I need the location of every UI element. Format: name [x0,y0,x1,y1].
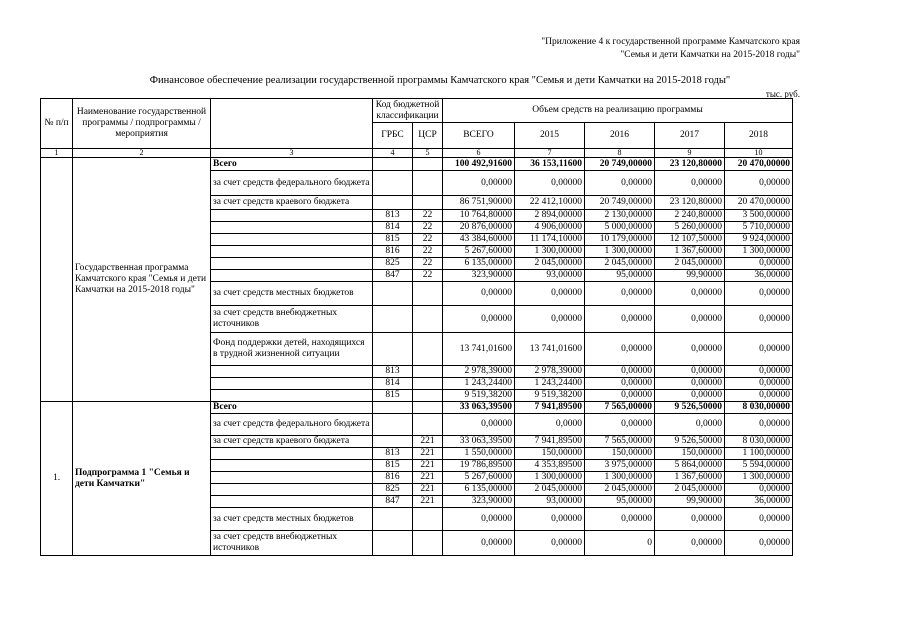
row-label: за счет средств местных бюджетов [211,282,373,306]
row-2017: 150,00000 [655,448,725,460]
row-2018: 3 500,00000 [725,210,793,222]
row-total: 33 063,39500 [443,436,515,448]
row-grbs [373,158,413,171]
row-total: 43 384,60000 [443,234,515,246]
row-label [211,246,373,258]
row-2016: 7 565,00000 [585,436,655,448]
row-2016: 95,00000 [585,496,655,508]
row-label: за счет средств местных бюджетов [211,508,373,531]
row-grbs: 847 [373,496,413,508]
row-csr: 22 [413,210,443,222]
row-2018: 8 030,00000 [725,436,793,448]
header-2017: 2017 [655,123,725,149]
row-2016: 5 000,00000 [585,222,655,234]
row-2016: 95,00000 [585,270,655,282]
appendix-note [500,36,800,62]
row-total: 0,00000 [443,171,515,196]
header-code: Код бюджетной классификации [373,99,443,123]
row-2016: 0,00000 [585,306,655,333]
row-2018: 5 710,00000 [725,222,793,234]
row-label: Всего [211,402,373,414]
row-2015: 4 353,89500 [515,460,585,472]
row-2017: 0,00000 [655,282,725,306]
row-2018: 0,00000 [725,484,793,496]
row-2017: 2 240,80000 [655,210,725,222]
row-grbs [373,282,413,306]
row-2017: 5 864,00000 [655,460,725,472]
row-2015: 0,0000 [515,414,585,436]
row-2018: 0,00000 [725,508,793,531]
column-index-9: 9 [655,149,725,158]
row-total: 0,00000 [443,531,515,556]
row-total: 0,00000 [443,414,515,436]
column-index-6: 6 [443,149,515,158]
row-csr [413,366,443,378]
row-label [211,258,373,270]
row-grbs: 815 [373,390,413,402]
row-2015: 0,00000 [515,282,585,306]
row-2018: 0,00000 [725,378,793,390]
row-2016: 0,00000 [585,366,655,378]
row-2017: 0,00000 [655,333,725,366]
row-total: 0,00000 [443,282,515,306]
row-grbs: 815 [373,460,413,472]
row-csr: 221 [413,484,443,496]
row-csr [413,531,443,556]
row-grbs [373,333,413,366]
row-csr [413,402,443,414]
column-index-7: 7 [515,149,585,158]
row-2018: 8 030,00000 [725,402,793,414]
row-label [211,270,373,282]
row-grbs: 825 [373,258,413,270]
row-2016: 150,00000 [585,448,655,460]
row-label [211,484,373,496]
row-csr [413,306,443,333]
row-grbs: 815 [373,234,413,246]
finance-table [40,98,793,556]
row-2017: 0,00000 [655,306,725,333]
row-label: за счет средств краевого бюджета [211,196,373,210]
row-csr: 221 [413,472,443,484]
row-csr: 221 [413,460,443,472]
row-2016: 0,00000 [585,378,655,390]
row-total: 86 751,90000 [443,196,515,210]
row-total: 20 876,00000 [443,222,515,234]
row-2018: 1 300,00000 [725,246,793,258]
row-csr [413,390,443,402]
row-2017: 9 526,50000 [655,402,725,414]
row-grbs: 847 [373,270,413,282]
column-index-4: 4 [373,149,413,158]
row-2015: 9 519,38200 [515,390,585,402]
row-2017: 0,00000 [655,531,725,556]
row-grbs [373,508,413,531]
row-csr: 22 [413,270,443,282]
row-2015: 0,00000 [515,508,585,531]
row-grbs: 813 [373,210,413,222]
row-2017: 2 045,00000 [655,258,725,270]
row-2018: 20 470,00000 [725,196,793,210]
row-label [211,210,373,222]
row-2016: 2 045,00000 [585,258,655,270]
row-csr: 221 [413,496,443,508]
row-total: 33 063,39500 [443,402,515,414]
row-grbs [373,306,413,333]
row-2015: 13 741,01600 [515,333,585,366]
row-2018: 1 300,00000 [725,472,793,484]
row-total: 323,90000 [443,496,515,508]
row-csr [413,333,443,366]
row-2015: 2 894,00000 [515,210,585,222]
row-2016: 3 975,00000 [585,460,655,472]
row-label [211,390,373,402]
row-2015: 150,00000 [515,448,585,460]
row-label: за счет средств федерального бюджета [211,171,373,196]
row-grbs: 813 [373,366,413,378]
row-2017: 1 367,60000 [655,472,725,484]
row-grbs [373,414,413,436]
row-total: 1 550,00000 [443,448,515,460]
row-2016: 7 565,00000 [585,402,655,414]
program-name: Государственная программа Камчатского края "Семья и дети Камчатки на 2015-2018 годы" [73,158,211,402]
row-2016: 20 749,00000 [585,196,655,210]
row-2015: 4 906,00000 [515,222,585,234]
appendix-line-1: "Приложение 4 к государственной программе Камчатского края [541,37,800,47]
row-csr [413,158,443,171]
row-2017: 9 526,50000 [655,436,725,448]
row-2015: 2 045,00000 [515,484,585,496]
row-csr: 221 [413,448,443,460]
row-csr: 22 [413,246,443,258]
row-2018: 20 470,00000 [725,158,793,171]
subprogram-num: 1. [41,402,73,556]
row-2017: 23 120,80000 [655,158,725,171]
header-name: Наименование государственной программы / подпрограммы / мероприятия [73,99,211,149]
row-2017: 23 120,80000 [655,196,725,210]
row-csr [413,414,443,436]
row-total: 13 741,01600 [443,333,515,366]
row-2016: 0 [585,531,655,556]
header-2018: 2018 [725,123,793,149]
row-2017: 12 107,50000 [655,234,725,246]
row-total: 0,00000 [443,508,515,531]
row-total: 2 978,39000 [443,366,515,378]
row-csr: 221 [413,436,443,448]
row-2018: 0,00000 [725,282,793,306]
row-2016: 0,00000 [585,282,655,306]
header-num: № п/п [41,99,73,149]
row-2017: 5 260,00000 [655,222,725,234]
row-2015: 0,00000 [515,531,585,556]
column-index-1: 1 [41,149,73,158]
row-2015: 0,00000 [515,306,585,333]
row-2016: 0,00000 [585,171,655,196]
row-grbs: 816 [373,246,413,258]
row-label: за счет средств внебюджетных источников [211,306,373,333]
row-total: 323,90000 [443,270,515,282]
column-index-10: 10 [725,149,793,158]
row-label: за счет средств внебюджетных источников [211,531,373,556]
row-2015: 1 243,24400 [515,378,585,390]
header-2015: 2015 [515,123,585,149]
row-2016: 0,00000 [585,508,655,531]
row-grbs [373,531,413,556]
header-volume: Объем средств на реализацию программы [443,99,793,123]
row-label [211,378,373,390]
row-2017: 0,00000 [655,171,725,196]
row-total: 10 764,80000 [443,210,515,222]
row-2015: 7 941,89500 [515,436,585,448]
row-total: 0,00000 [443,306,515,333]
column-index-3: 3 [211,149,373,158]
row-label: Всего [211,158,373,171]
row-2016: 2 045,00000 [585,484,655,496]
row-csr [413,508,443,531]
row-2016: 0,00000 [585,414,655,436]
row-csr [413,171,443,196]
row-2017: 99,90000 [655,270,725,282]
row-label: за счет средств краевого бюджета [211,436,373,448]
row-csr: 22 [413,222,443,234]
row-grbs [373,436,413,448]
row-grbs: 814 [373,222,413,234]
row-2015: 2 045,00000 [515,258,585,270]
row-total: 6 135,00000 [443,258,515,270]
row-total: 19 786,89500 [443,460,515,472]
row-label [211,460,373,472]
header-2016: 2016 [585,123,655,149]
row-2016: 20 749,00000 [585,158,655,171]
row-2015: 1 300,00000 [515,472,585,484]
column-index-2: 2 [73,149,211,158]
program-num [41,158,73,402]
row-total: 100 492,91600 [443,158,515,171]
row-2015: 11 174,10000 [515,234,585,246]
row-2018: 36,00000 [725,270,793,282]
row-grbs [373,402,413,414]
row-label [211,222,373,234]
header-csr: ЦСР [413,123,443,149]
row-label: Фонд поддержки детей, находящихся в трудной жизненной ситуации [211,333,373,366]
column-index-row [41,149,793,158]
row-label: за счет средств федерального бюджета [211,414,373,436]
row-2017: 2 045,00000 [655,484,725,496]
subprogram-name: Подпрограмма 1 "Семья и дети Камчатки" [73,402,211,556]
row-2015: 93,00000 [515,496,585,508]
column-index-8: 8 [585,149,655,158]
row-2018: 0,00000 [725,414,793,436]
row-2018: 0,00000 [725,171,793,196]
row-grbs [373,171,413,196]
row-2016: 2 130,00000 [585,210,655,222]
row-2018: 0,00000 [725,306,793,333]
column-index-5: 5 [413,149,443,158]
row-label [211,496,373,508]
row-2017: 1 367,60000 [655,246,725,258]
units-label: тыс. руб. [765,89,800,99]
row-csr: 22 [413,258,443,270]
row-2017: 99,90000 [655,496,725,508]
row-2015: 22 412,10000 [515,196,585,210]
row-2015: 93,00000 [515,270,585,282]
row-label [211,366,373,378]
row-2017: 0,0000 [655,414,725,436]
row-2016: 1 300,00000 [585,472,655,484]
document-title: Финансовое обеспечение реализации государственной программы Камчатского края "Семья и дети Камчатки на 2015-2018 годы" [149,75,731,86]
row-2016: 0,00000 [585,333,655,366]
table-row [41,158,793,171]
row-2017: 0,00000 [655,508,725,531]
row-grbs: 813 [373,448,413,460]
row-csr [413,196,443,210]
header-empty [211,99,373,149]
row-2018: 1 100,00000 [725,448,793,460]
row-csr [413,378,443,390]
row-2015: 36 153,11600 [515,158,585,171]
row-2017: 0,00000 [655,390,725,402]
row-2018: 9 924,00000 [725,234,793,246]
row-2018: 0,00000 [725,333,793,366]
row-2018: 0,00000 [725,258,793,270]
row-csr: 22 [413,234,443,246]
header-grbs: ГРБС [373,123,413,149]
row-total: 6 135,00000 [443,484,515,496]
row-grbs: 825 [373,484,413,496]
row-total: 5 267,60000 [443,246,515,258]
row-label [211,234,373,246]
row-csr [413,282,443,306]
row-2016: 1 300,00000 [585,246,655,258]
row-grbs: 816 [373,472,413,484]
row-2015: 2 978,39000 [515,366,585,378]
row-2017: 0,00000 [655,366,725,378]
row-2016: 0,00000 [585,390,655,402]
row-label [211,448,373,460]
appendix-line-2: "Семья и дети Камчатки на 2015-2018 годы" [620,50,800,60]
row-2015: 1 300,00000 [515,246,585,258]
row-total: 5 267,60000 [443,472,515,484]
row-2018: 0,00000 [725,390,793,402]
row-2017: 0,00000 [655,378,725,390]
row-2018: 5 594,00000 [725,460,793,472]
row-grbs [373,196,413,210]
header-total: ВСЕГО [443,123,515,149]
row-label [211,472,373,484]
row-2018: 36,00000 [725,496,793,508]
row-2018: 0,00000 [725,366,793,378]
row-2015: 0,00000 [515,171,585,196]
row-total: 9 519,38200 [443,390,515,402]
row-2015: 7 941,89500 [515,402,585,414]
row-2018: 0,00000 [725,531,793,556]
table-row [41,402,793,414]
row-total: 1 243,24400 [443,378,515,390]
row-grbs: 814 [373,378,413,390]
row-2016: 10 179,00000 [585,234,655,246]
